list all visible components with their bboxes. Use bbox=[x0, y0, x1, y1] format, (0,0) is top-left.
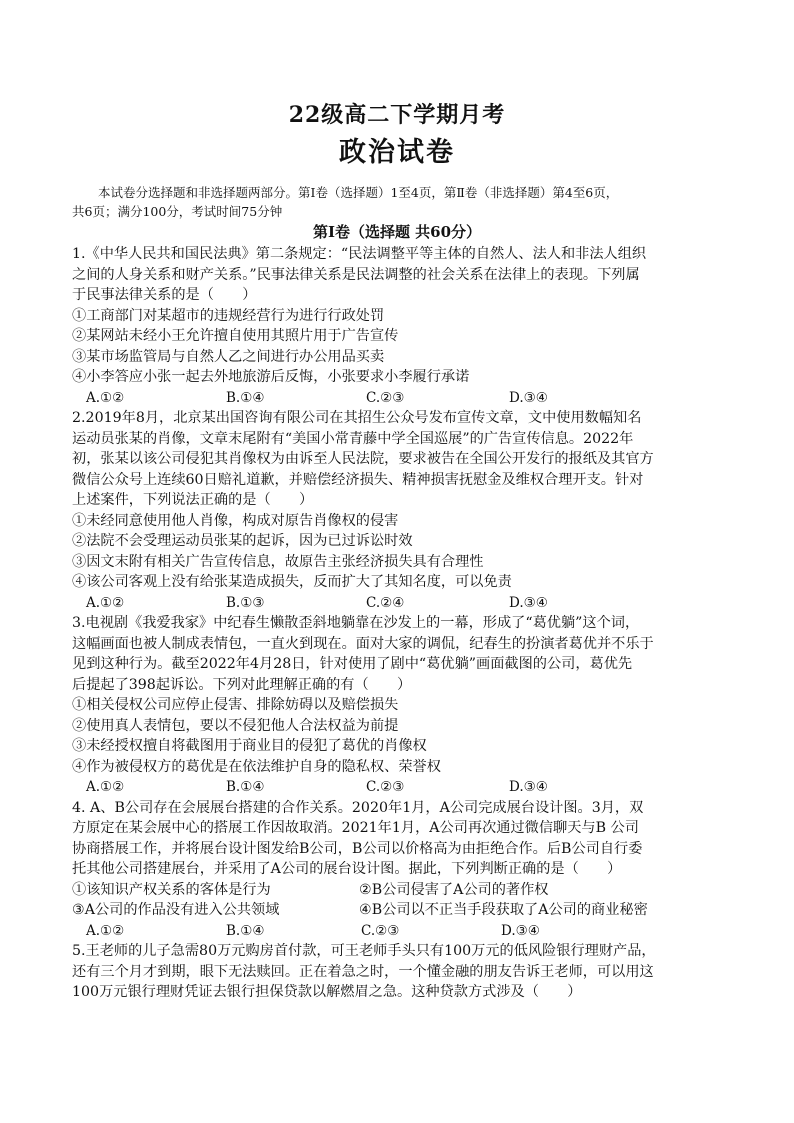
choice-c: C.②③ bbox=[366, 779, 405, 795]
question-option: ①未经同意使用他人肖像，构成对原告肖像权的侵害 bbox=[72, 512, 399, 529]
question-stem-line: 方原定在某会展中心的搭展工作因故取消。2021年1月，A公司再次通过微信聊天与B 公司 bbox=[72, 820, 639, 836]
question-4 bbox=[72, 798, 732, 942]
question-option-row bbox=[72, 900, 732, 921]
question-option: ②使用真人表情包，要以不侵犯他人合法权益为前提 bbox=[72, 717, 399, 734]
question-option: ④该公司客观上没有给张某造成损失，反而扩大了其知名度，可以免责 bbox=[72, 574, 512, 590]
choice-b: B.①④ bbox=[226, 922, 265, 939]
exam-instructions bbox=[72, 183, 732, 221]
answer-choices bbox=[72, 777, 732, 798]
choice-b: B.①④ bbox=[226, 779, 265, 795]
question-option: ②某网站未经小王允许擅自使用其照片用于广告宣传 bbox=[72, 328, 399, 344]
choice-c: C.②③ bbox=[366, 389, 405, 406]
question-option: ②法院不会受理运动员张某的起诉，因为已过诉讼时效 bbox=[72, 533, 413, 549]
question-stem-line: 100万元银行理财凭证去银行担保贷款以解燃眉之急。这种贷款方式涉及（ ） bbox=[72, 984, 582, 1000]
choice-c: C.②④ bbox=[366, 594, 405, 611]
choice-d: D.③④ bbox=[509, 594, 548, 611]
question-stem-line: 于民事法律关系的是（ ） bbox=[72, 287, 257, 303]
question-stem-line: 5.王老师的儿子急需80万元购房首付款，可王老师手头只有100万元的低风险银行理财产品， bbox=[72, 943, 656, 959]
question-1 bbox=[72, 244, 732, 408]
choice-d: D.③④ bbox=[509, 779, 548, 795]
question-stem-line: 微信公众号上连续60日赔礼道歉，并赔偿经济损失、精神损害抚慰金及维权合理开支。针对 bbox=[72, 471, 644, 488]
question-option: ④小李答应小张一起去外地旅游后反悔，小张要求小李履行承诺 bbox=[72, 369, 470, 385]
question-option: ③未经授权擅自将截图用于商业目的侵犯了葛优的肖像权 bbox=[72, 738, 427, 754]
question-option: ②B公司侵害了A公司的著作权 bbox=[359, 881, 549, 898]
question-stem-line: 运动员张某的肖像，文章末尾附有“美国小常青藤中学全国巡展”的广告宣传信息。2022年 bbox=[72, 430, 634, 447]
question-stem-line: 2.2019年8月，北京某出国咨询有限公司在其招生公众号发布宣传文章，文中使用数幅知名 bbox=[72, 410, 642, 426]
choice-a: A.①② bbox=[86, 922, 125, 939]
question-stem-line: 还有三个月才到期，眼下无法赎回。正在着急之时，一个懂金融的朋友告诉王老师，可以用这 bbox=[72, 963, 654, 980]
question-stem-line: 3.电视剧《我爱我家》中纪春生懒散歪斜地躺靠在沙发上的一幕，形成了“葛优躺”这个词， bbox=[72, 615, 640, 631]
question-option: ③某市场监管局与自然人乙之间进行办公用品买卖 bbox=[72, 348, 385, 365]
answer-choices bbox=[72, 388, 732, 409]
question-option-row bbox=[72, 880, 732, 901]
questions-body bbox=[72, 244, 732, 1003]
question-2 bbox=[72, 408, 732, 613]
answer-choices bbox=[72, 593, 732, 614]
choice-d: D.③④ bbox=[509, 389, 548, 406]
choice-b: B.①③ bbox=[226, 594, 265, 611]
choice-a: A.①② bbox=[86, 594, 125, 611]
answer-choices bbox=[72, 921, 732, 942]
section-title: 第Ⅰ卷（选择题 共60分） bbox=[312, 223, 482, 241]
question-stem-line: 初，张某以该公司侵犯其肖像权为由诉至人民法院，要求被告在全国公开发行的报纸及其官方 bbox=[72, 451, 654, 467]
question-option: ①该知识产权关系的客体是行为 bbox=[72, 881, 271, 898]
question-stem-line: 协商搭展工作，并将展台设计图发给B公司，B公司以价格高为由拒绝合作。后B公司自行委 bbox=[72, 840, 643, 857]
exam-subject-title: 政治试卷 bbox=[339, 137, 455, 168]
question-stem-line: 后提起了398起诉讼。下列对此理解正确的有（ ） bbox=[72, 676, 412, 693]
choice-c: C.②③ bbox=[361, 922, 400, 939]
question-3 bbox=[72, 613, 732, 798]
question-option: ④B公司以不正当手段获取了A公司的商业秘密 bbox=[359, 902, 648, 918]
question-5 bbox=[72, 941, 732, 1003]
choice-a: A.①② bbox=[86, 389, 125, 406]
instruction-line: 本试卷分选择题和非选择题两部分。第Ⅰ卷（选择题）1至4页，第Ⅱ卷（非选择题）第4至6页， bbox=[98, 185, 619, 200]
question-stem-line: 上述案件，下列说法正确的是（ ） bbox=[72, 492, 314, 508]
exam-title: 22级高二下学期月考 bbox=[288, 102, 506, 128]
question-stem-line: 见到这种行为。截至2022年4月28日，针对使用了剧中“葛优躺”画面截图的公司，葛优先 bbox=[72, 656, 633, 672]
choice-d: D.③④ bbox=[501, 922, 540, 939]
question-option: ①相关侵权公司应停止侵害、排除妨碍以及赔偿损失 bbox=[72, 697, 399, 713]
question-option: ③A公司的作品没有进入公共领域 bbox=[72, 902, 280, 918]
instruction-line: 共6页；满分100分，考试时间75分钟 bbox=[72, 204, 283, 219]
question-stem-line: 托其他公司搭建展台，并采用了A公司的展台设计图。据此，下列判断正确的是（ ） bbox=[72, 861, 622, 877]
question-option: ①工商部门对某超市的违规经营行为进行行政处罚 bbox=[72, 307, 385, 324]
question-stem-line: 这幅画面也被人制成表情包，一直火到现在。面对大家的调侃，纪春生的扮演者葛优并不乐于 bbox=[72, 635, 654, 652]
question-stem-line: 之间的人身关系和财产关系。”民事法律关系是民法调整的社会关系在法律上的表现。下列属 bbox=[72, 266, 640, 283]
question-stem-line: 4. A、B公司存在会展展台搭建的合作关系。2020年1月，A公司完成展台设计图。3月，双 bbox=[72, 799, 644, 816]
choice-a: A.①② bbox=[86, 779, 125, 795]
question-stem-line: 1.《中华人民共和国民法典》第二条规定：“民法调整平等主体的自然人、法人和非法人组织 bbox=[72, 246, 647, 262]
choice-b: B.①④ bbox=[226, 389, 265, 406]
question-option: ③因文末附有相关广告宣传信息，故原告主张经济损失具有合理性 bbox=[72, 553, 484, 570]
question-option: ④作为被侵权方的葛优是在依法维护自身的隐私权、荣誉权 bbox=[72, 758, 441, 775]
